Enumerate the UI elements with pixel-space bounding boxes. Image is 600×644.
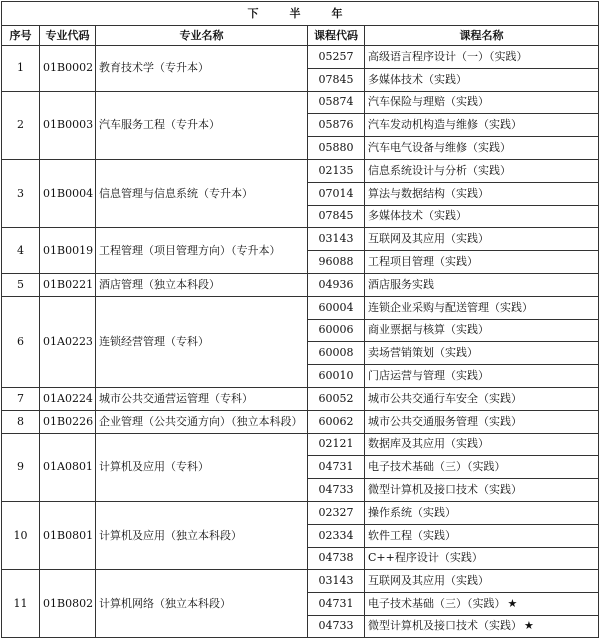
major-name: 教育技术学（专升本） [96, 46, 308, 92]
course-code: 05880 [308, 137, 365, 160]
course-name-cell [365, 433, 599, 456]
course-name: 操作系统（实践） [368, 505, 456, 519]
major-name: 连锁经营管理（专科） [96, 296, 308, 387]
course-name-cell [365, 547, 599, 570]
course-code: 02121 [308, 433, 365, 456]
table-row [2, 228, 599, 251]
header-major-code: 专业代码 [40, 26, 96, 46]
course-name: 数据库及其应用（实践） [368, 437, 489, 451]
course-name-cell [365, 137, 599, 160]
course-code: 02334 [308, 524, 365, 547]
course-name-cell [365, 159, 599, 182]
course-name: 多媒体技术（实践） [368, 209, 467, 223]
course-code: 05874 [308, 91, 365, 114]
header-course-code: 课程代码 [308, 26, 365, 46]
header-row [2, 26, 599, 46]
table-row [2, 433, 599, 456]
course-code: 07014 [308, 182, 365, 205]
course-code: 04936 [308, 273, 365, 296]
course-name-cell [365, 387, 599, 410]
course-name-cell [365, 182, 599, 205]
major-name: 计算机网络（独立本科段） [96, 570, 308, 638]
header-course-name: 课程名称 [365, 26, 599, 46]
course-code: 05876 [308, 114, 365, 137]
major-name: 城市公共交通营运管理（专科） [96, 387, 308, 410]
course-name: 工程项目管理（实践） [368, 255, 478, 269]
course-name-cell [365, 524, 599, 547]
table-row [2, 159, 599, 182]
major-seq: 6 [2, 296, 40, 387]
table-row [2, 273, 599, 296]
course-code: 03143 [308, 228, 365, 251]
course-name-cell [365, 365, 599, 388]
course-name-cell [365, 228, 599, 251]
major-code: 01B0802 [40, 570, 96, 638]
table-row [2, 410, 599, 433]
course-name-cell [365, 570, 599, 593]
major-name: 计算机及应用（专科） [96, 433, 308, 501]
course-name-cell [365, 205, 599, 228]
course-name: 软件工程（实践） [368, 528, 456, 542]
course-name-cell [365, 91, 599, 114]
course-name: 商业票据与核算（实践） [368, 323, 489, 337]
course-name: 电子技术基础（三）（实践） [368, 460, 506, 474]
major-code: 01B0221 [40, 273, 96, 296]
table-row [2, 501, 599, 524]
major-code: 01B0003 [40, 91, 96, 159]
schedule-table [1, 1, 599, 638]
major-code: 01B0004 [40, 159, 96, 227]
major-code: 01A0223 [40, 296, 96, 387]
course-code: 04733 [308, 479, 365, 502]
table-row [2, 46, 599, 69]
course-code: 07845 [308, 68, 365, 91]
course-name-cell [365, 501, 599, 524]
course-name: 互联网及其应用（实践） [368, 574, 489, 588]
major-name: 信息管理与信息系统（专升本） [96, 159, 308, 227]
course-code: 60010 [308, 365, 365, 388]
major-name: 工程管理（项目管理方向）（专升本） [96, 228, 308, 274]
course-name-cell [365, 410, 599, 433]
major-seq: 10 [2, 501, 40, 569]
header-major-name: 专业名称 [96, 26, 308, 46]
course-name-cell [365, 296, 599, 319]
major-seq: 8 [2, 410, 40, 433]
major-seq: 1 [2, 46, 40, 92]
major-code: 01A0224 [40, 387, 96, 410]
course-name-cell [365, 46, 599, 69]
course-name: 微型计算机及接口技术（实践） [368, 483, 522, 497]
course-code: 02327 [308, 501, 365, 524]
course-name-cell [365, 251, 599, 274]
course-name-cell [365, 479, 599, 502]
major-name: 企业管理（公共交通方向）（独立本科段） [96, 410, 308, 433]
course-name-cell [365, 456, 599, 479]
major-name: 酒店管理（独立本科段） [96, 273, 308, 296]
course-name-cell [365, 342, 599, 365]
star-icon: ★ [524, 619, 534, 633]
course-code: 04733 [308, 615, 365, 637]
major-seq: 4 [2, 228, 40, 274]
major-name: 计算机及应用（独立本科段） [96, 501, 308, 569]
course-code: 60008 [308, 342, 365, 365]
course-name: 高级语言程序设计（一）（实践） [368, 49, 528, 63]
course-code: 04738 [308, 547, 365, 570]
course-code: 05257 [308, 46, 365, 69]
course-code: 04731 [308, 593, 365, 616]
course-name: 微型计算机及接口技术（实践） [368, 619, 522, 633]
course-name: 汽车保险与理赔（实践） [368, 95, 489, 109]
table-row [2, 570, 599, 593]
course-name: 汽车电气设备与维修（实践） [368, 141, 511, 155]
table-row [2, 296, 599, 319]
major-seq: 9 [2, 433, 40, 501]
course-code: 60052 [308, 387, 365, 410]
star-icon: ★ [507, 597, 518, 611]
course-code: 96088 [308, 251, 365, 274]
major-seq: 11 [2, 570, 40, 638]
course-name: 算法与数据结构（实践） [368, 186, 489, 200]
major-seq: 5 [2, 273, 40, 296]
major-code: 01B0002 [40, 46, 96, 92]
major-name: 汽车服务工程（专升本） [96, 91, 308, 159]
course-name: 互联网及其应用（实践） [368, 232, 489, 246]
course-name: 门店运营与管理（实践） [368, 369, 489, 383]
course-code: 04731 [308, 456, 365, 479]
table-row [2, 387, 599, 410]
course-name: 酒店服务实践 [368, 277, 434, 291]
course-name: 城市公共交通服务管理（实践） [368, 414, 522, 428]
course-name: 连锁企业采购与配送管理（实践） [368, 300, 533, 314]
major-seq: 3 [2, 159, 40, 227]
course-code: 03143 [308, 570, 365, 593]
major-code: 01B0019 [40, 228, 96, 274]
course-name: 城市公共交通行车安全（实践） [368, 391, 522, 405]
major-seq: 2 [2, 91, 40, 159]
course-name-cell [365, 114, 599, 137]
course-name: C++程序设计（实践） [368, 551, 483, 565]
course-name: 汽车发动机构造与维修（实践） [368, 118, 522, 132]
table-row [2, 91, 599, 114]
course-name: 电子技术基础（三）（实践） [368, 597, 506, 611]
major-code: 01A0801 [40, 433, 96, 501]
course-code: 60062 [308, 410, 365, 433]
major-code: 01B0801 [40, 501, 96, 569]
course-name-cell [365, 319, 599, 342]
course-code: 60006 [308, 319, 365, 342]
course-name: 多媒体技术（实践） [368, 72, 467, 86]
course-code: 02135 [308, 159, 365, 182]
table-title: 下 半 年 [2, 2, 599, 26]
course-name-cell [365, 615, 599, 637]
course-code: 60004 [308, 296, 365, 319]
course-code: 07845 [308, 205, 365, 228]
major-code: 01B0226 [40, 410, 96, 433]
major-seq: 7 [2, 387, 40, 410]
course-name: 信息系统设计与分析（实践） [368, 163, 511, 177]
course-name-cell [365, 273, 599, 296]
course-name-cell [365, 593, 599, 616]
header-seq: 序号 [2, 26, 40, 46]
course-name-cell [365, 68, 599, 91]
course-name: 卖场营销策划（实践） [368, 346, 478, 360]
